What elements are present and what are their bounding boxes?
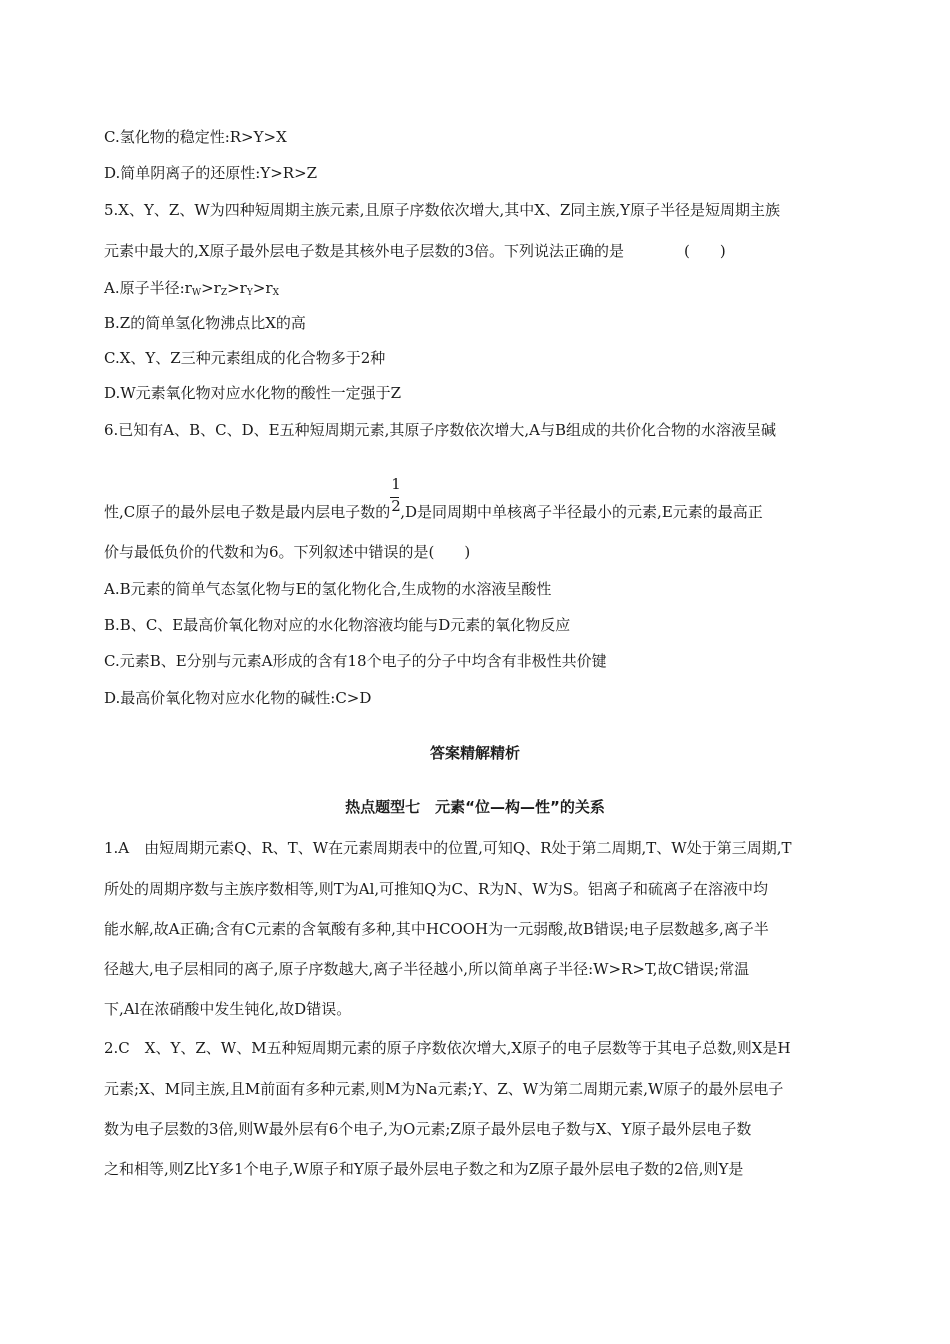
answer-1-line: 径越大,电子层相同的离子,原子序数越大,离子半径越小,所以简单离子半径:W>R>T,故C错误;常温 <box>104 960 750 978</box>
q6-option-b: B.B、C、E最高价氧化物对应的水化物溶液均能与D元素的氧化物反应 <box>104 616 571 634</box>
q6-stem-line-2 <box>104 475 864 523</box>
subscript-w: W <box>191 288 202 298</box>
q4-option-c: C.氢化物的稳定性:R>Y>X <box>104 128 287 146</box>
q5-option-c: C.X、Y、Z三种元素组成的化合物多于2种 <box>104 349 386 367</box>
q6-option-c: C.元素B、E分别与元素A形成的含有18个电子的分子中均含有非极性共价键 <box>104 652 607 670</box>
q6-stem-line-1: 6.已知有A、B、C、D、E五种短周期元素,其原子序数依次增大,A与B组成的共价化合物的水溶液呈碱 <box>104 421 777 439</box>
fraction-denominator: 2 <box>391 497 401 515</box>
q5-option-d: D.W元素氧化物对应水化物的酸性一定强于Z <box>104 384 402 402</box>
answers-subtitle: 热点题型七 元素“位—构—性”的关系 <box>345 798 605 816</box>
q6-stem-line-3: 价与最低负价的代数和为6。下列叙述中错误的是( ) <box>104 543 471 561</box>
q6-stem-text-before: 性,C原子的最外层电子数是最内层电子数的 <box>104 503 391 521</box>
fraction-one-half <box>390 475 401 523</box>
q6-option-d: D.最高价氧化物对应水化物的碱性:C>D <box>104 689 372 707</box>
q6-stem-text-after: ,D是同周期中单核离子半径最小的元素,E元素的最高正 <box>400 503 763 521</box>
q5-option-a-gt-2: >r <box>227 279 247 297</box>
answer-2-line: 2.C X、Y、Z、W、M五种短周期元素的原子序数依次增大,X原子的电子层数等于其电子总数,则X是H <box>104 1039 791 1057</box>
q5-option-a-text: A.原子半径:r <box>104 279 192 297</box>
subscript-x: X <box>272 288 279 298</box>
q5-stem-line-1: 5.X、Y、Z、W为四种短周期主族元素,且原子序数依次增大,其中X、Z同主族,Y原子半径是短周期主族 <box>104 201 781 219</box>
q5-option-a-gt-1: >r <box>201 279 221 297</box>
answer-paren: ( ) <box>684 242 726 260</box>
q6-option-a: A.B元素的简单气态氢化物与E的氢化物化合,生成物的水溶液呈酸性 <box>104 580 552 598</box>
q5-option-b: B.Z的简单氢化物沸点比X的高 <box>104 314 306 332</box>
answer-1-line: 1.A 由短周期元素Q、R、T、W在元素周期表中的位置,可知Q、R处于第二周期,T、W处于第三周期,T <box>104 839 792 857</box>
subscript-z: Z <box>220 288 228 298</box>
q4-option-d: D.简单阴离子的还原性:Y>R>Z <box>104 164 318 182</box>
answers-title: 答案精解精析 <box>429 744 520 762</box>
q5-option-a-gt-3: >r <box>252 279 273 297</box>
subscript-y: Y <box>246 288 253 298</box>
fraction-numerator: 1 <box>391 475 401 493</box>
q5-stem-line-2 <box>104 240 864 262</box>
answer-1-line: 下,Al在浓硝酸中发生钝化,故D错误。 <box>104 1000 352 1018</box>
answer-2-line: 元素;X、M同主族,且M前面有多种元素,则M为Na元素;Y、Z、W为第二周期元素,W原子的最外层电子 <box>104 1080 784 1098</box>
answer-2-line: 数为电子层数的3倍,则W最外层有6个电子,为O元素;Z原子最外层电子数与X、Y原子最外层电子数 <box>104 1120 752 1138</box>
answer-1-line: 所处的周期序数与主族序数相等,则T为Al,可推知Q为C、R为N、W为S。铝离子和硫离子在溶液中均 <box>104 880 769 898</box>
q5-stem-text: 元素中最大的,X原子最外层电子数是其核外电子层数的3倍。下列说法正确的是 <box>104 242 624 260</box>
answer-2-line: 之和相等,则Z比Y多1个电子,W原子和Y原子最外层电子数之和为Z原子最外层电子数的2倍,则Y是 <box>104 1160 744 1178</box>
answer-1-line: 能水解,故A正确;含有C元素的含氧酸有多种,其中HCOOH为一元弱酸,故B错误;电子层数越多,离子半 <box>104 920 769 938</box>
q5-option-a <box>104 277 864 304</box>
